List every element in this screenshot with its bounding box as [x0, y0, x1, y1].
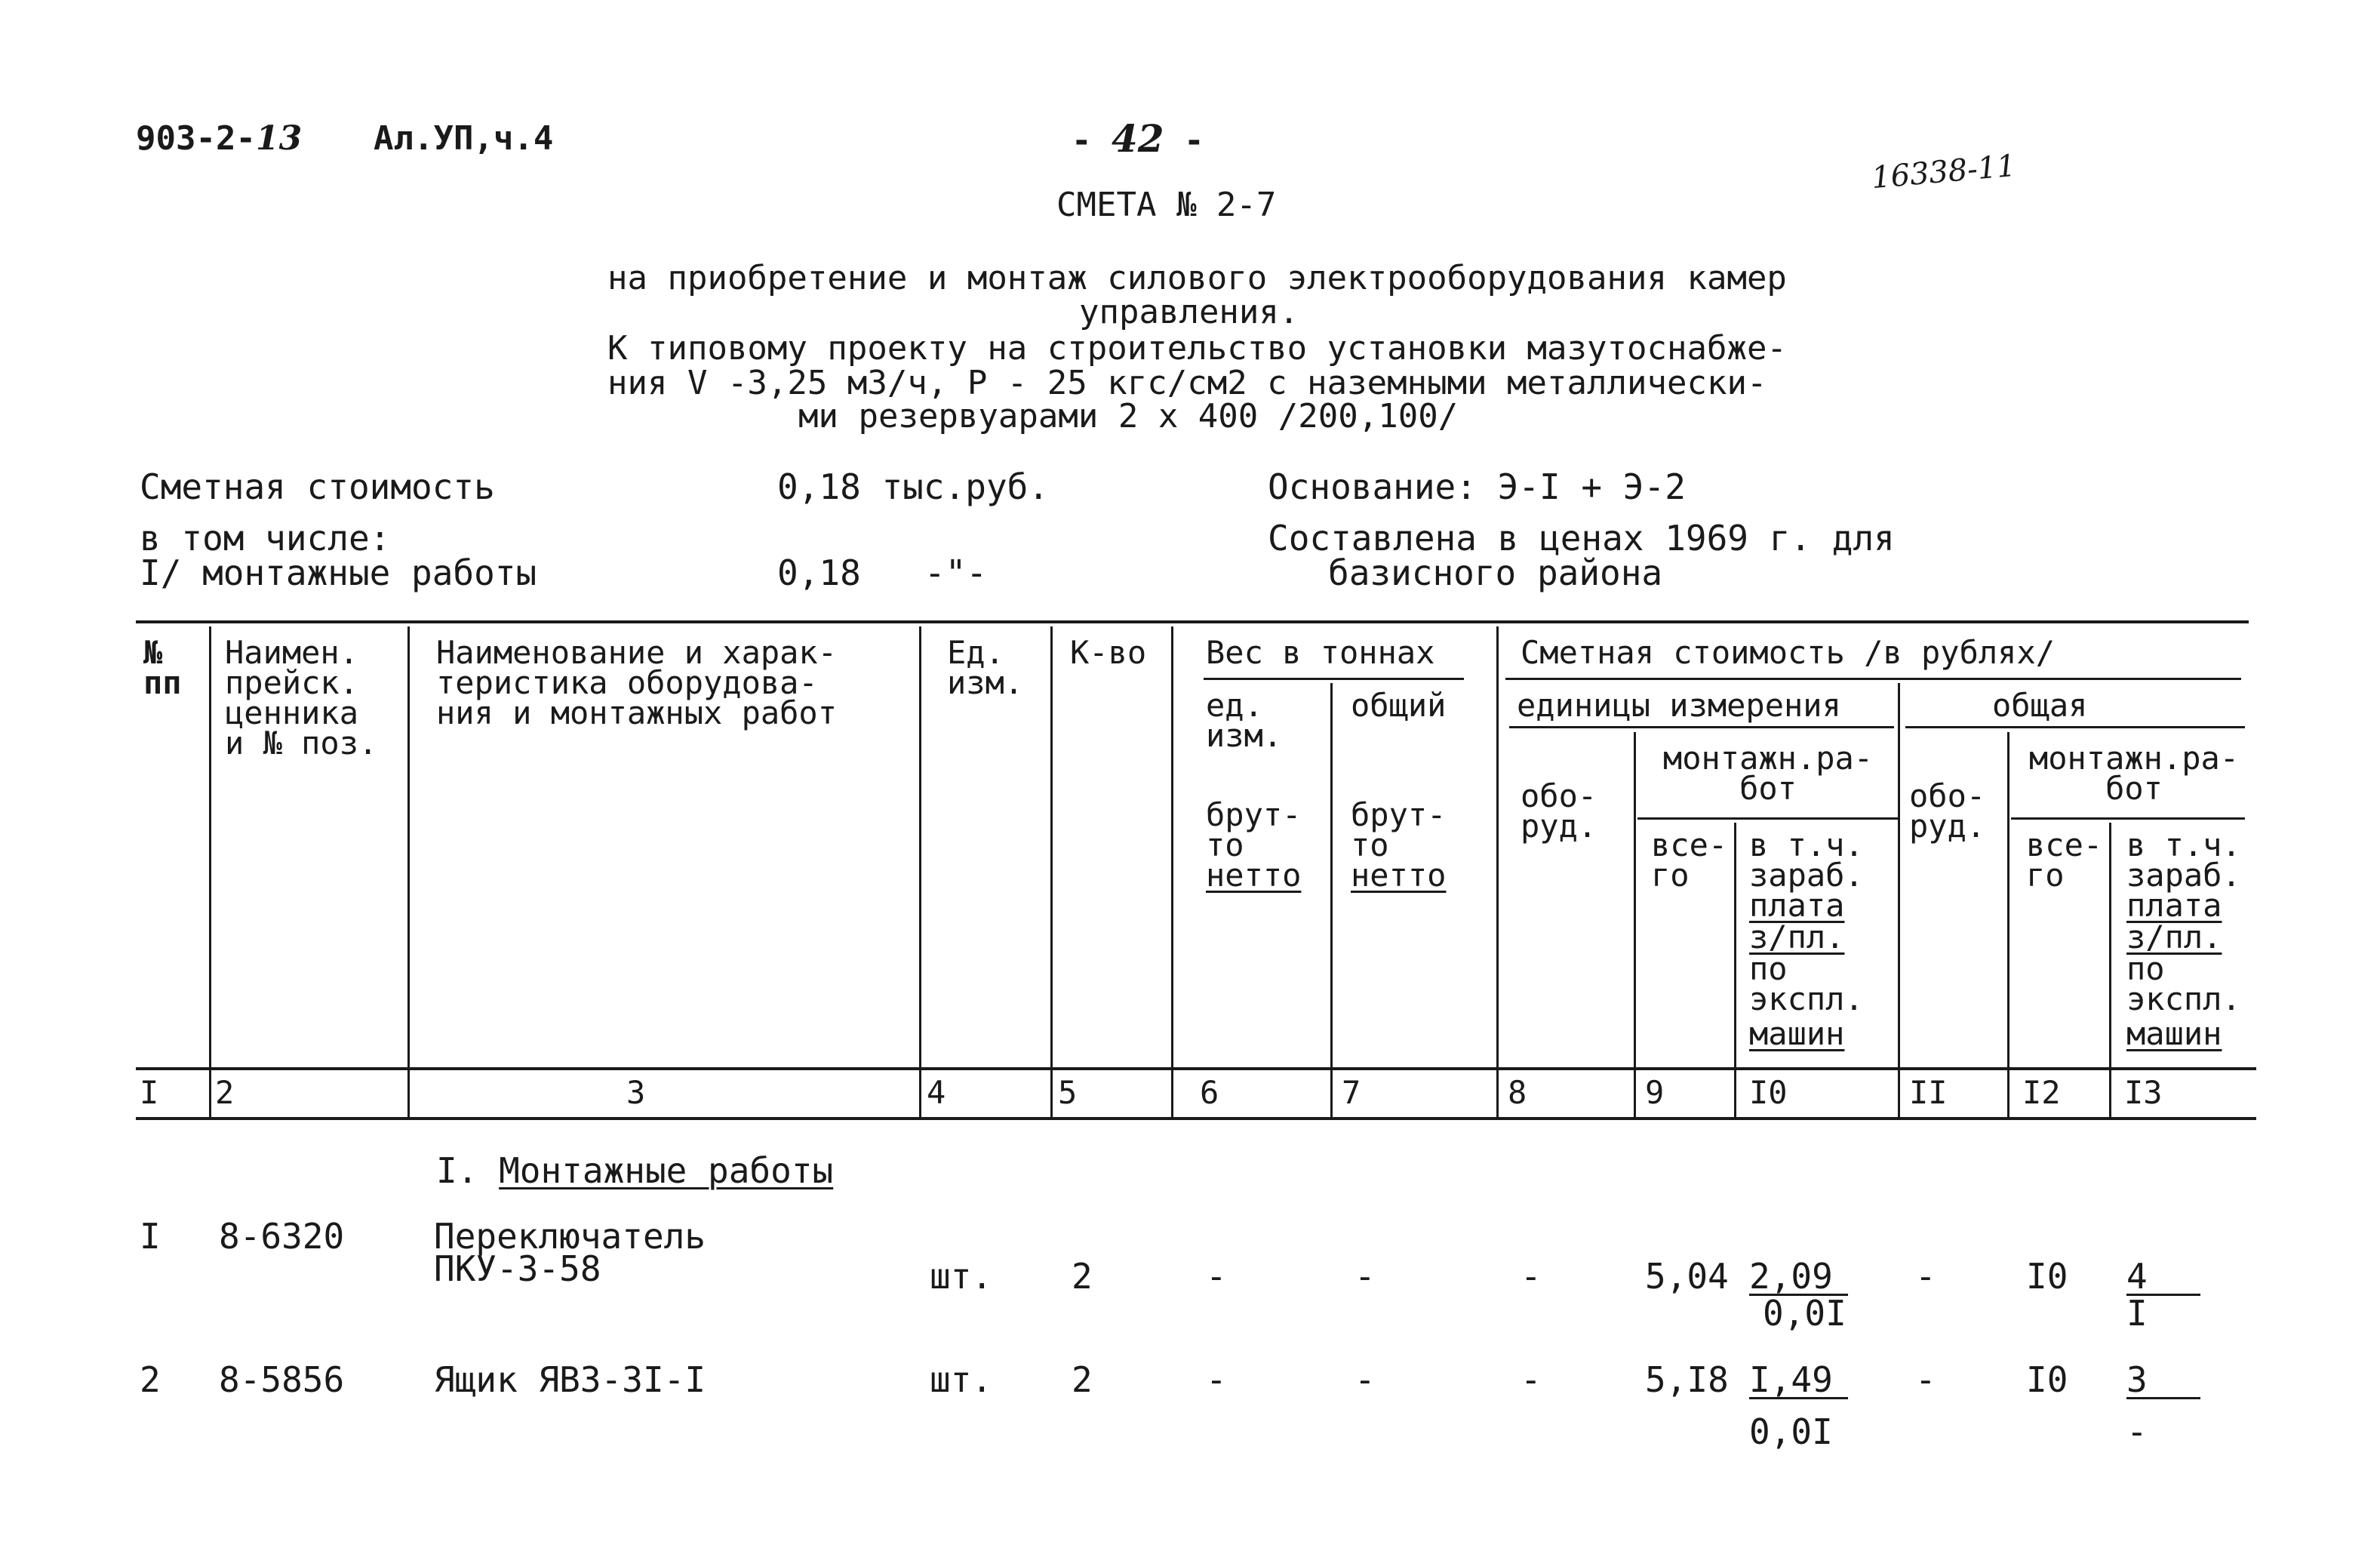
col-number-11: II [1909, 1074, 1948, 1111]
header-pricelist: Наимен. прейск. ценника и № поз. [225, 634, 378, 762]
basis: Основание: Э-I + Э-2 [1268, 466, 1686, 507]
header-wage-unit: плата [1749, 887, 1845, 924]
header-brutto-2: брут- то [1351, 796, 1447, 863]
row-number: 2 [140, 1359, 161, 1400]
row-wage-numerator: I,49 [1749, 1362, 1848, 1399]
row-wage-total-numerator: 4 [2126, 1259, 2200, 1296]
section-title: Монтажные работы [499, 1150, 834, 1191]
row-equipment-unit: - [1521, 1359, 1542, 1400]
cost-unit-underline [1509, 726, 1894, 728]
row-wage-fraction [1749, 1256, 1848, 1334]
row-wage-numerator: 2,09 [1749, 1259, 1848, 1296]
section-number: I. [436, 1150, 478, 1191]
title-line-2: управления. [1079, 293, 1299, 331]
col-divider-3 [919, 626, 921, 1117]
estimated-cost-label: Сметная стоимость [140, 466, 495, 507]
header-weight: Вес в тоннах [1206, 634, 1435, 671]
header-unit: Ед. изм. [947, 634, 1024, 701]
col-divider-4 [1050, 626, 1053, 1117]
header-wage4-total: машин [2126, 1015, 2222, 1052]
header-weight-total: общий [1351, 687, 1447, 724]
page-number-handwritten: 42 [1112, 116, 1164, 161]
mount-total-underline [2011, 817, 2245, 820]
header-wage2-total: з/пл. [2126, 919, 2222, 956]
header-incl-unit: в т.ч. зараб. [1749, 826, 1864, 894]
section-heading [436, 1150, 834, 1191]
header-equipment-total: обо- руд. [1909, 777, 1986, 845]
code-handwritten: 13 [255, 119, 303, 158]
album-reference: Ал.УП,ч.4 [374, 119, 554, 158]
header-wage3-total: по экспл. [2126, 950, 2241, 1017]
row-pricelist: 8-5856 [219, 1359, 345, 1400]
row-equipment-unit: - [1521, 1256, 1542, 1297]
header-wage4-unit: машин [1749, 1015, 1845, 1052]
header-name: Наименование и харак- теристика оборудова- ния и монтажных работ [436, 634, 838, 731]
weight-underline [1204, 678, 1464, 680]
prices-line-2: базисного района [1328, 552, 1663, 593]
header-wage-total: плата [2126, 887, 2222, 924]
header-netto-2: нетто [1351, 857, 1447, 894]
title-line-3: К типовому проекту на строительство установки мазутоснабже- [607, 329, 1787, 368]
row-mounting-all: 5,I8 [1645, 1359, 1729, 1400]
code-prefix: 903-2- [136, 119, 256, 158]
header-mounting-total: монтажн.ра- бот [2028, 740, 2240, 807]
header-cost-unit: единицы измерения [1517, 687, 1841, 724]
estimated-cost-value: 0,18 тыс.руб. [777, 466, 1050, 507]
cost-total-underline [1905, 726, 2245, 728]
table-top-border [136, 620, 2249, 623]
title-line-4: ния V -3,25 м3/ч, Р - 25 кгс/см2 с наземными металлически- [607, 364, 1767, 402]
col-number-8: 8 [1508, 1074, 1527, 1111]
row-wage-total-numerator: 3 [2126, 1362, 2200, 1399]
row-mounting-all: 5,04 [1645, 1256, 1729, 1297]
title-line-5: ми резервуарами 2 х 400 /200,100/ [798, 397, 1459, 435]
col-divider-12 [2109, 823, 2111, 1117]
header-wage2-unit: з/пл. [1749, 919, 1845, 956]
row-wage-total-denominator: I [2126, 1293, 2148, 1334]
col-number-3: 3 [626, 1074, 646, 1111]
col-number-10: I0 [1749, 1074, 1788, 1111]
col-divider-9 [1734, 823, 1736, 1117]
row-name-line-2: ПКУ-3-58 [434, 1248, 601, 1289]
header-cost-total: общая [1992, 687, 2088, 724]
col-divider-1 [209, 626, 211, 1117]
row-mounting-total: I0 [2026, 1359, 2068, 1400]
col-number-6: 6 [1200, 1074, 1219, 1111]
row-unit: шт. [930, 1256, 993, 1297]
row-wage-denominator: 0,0I [1749, 1411, 1833, 1452]
col-number-7: 7 [1342, 1074, 1361, 1111]
row-wage-total-fraction [2126, 1256, 2200, 1334]
row-unit: шт. [930, 1359, 993, 1400]
row-weight-total: - [1355, 1359, 1376, 1400]
row-wage-fraction [1749, 1359, 1848, 1452]
col-number-1: I [140, 1074, 159, 1111]
prices-line-1: Составлена в ценах 1969 г. для [1268, 518, 1895, 559]
header-quantity: К-во [1070, 634, 1147, 671]
title-line-1: на приобретение и монтаж силового электрооборудования камер [607, 259, 1787, 297]
header-all-total: все- го [2026, 826, 2103, 894]
row-weight-unit: - [1206, 1359, 1227, 1400]
row-wage-denominator: 0,0I [1763, 1293, 1846, 1334]
header-all-unit: все- го [1651, 826, 1728, 894]
page-number [1072, 116, 1204, 161]
ditto-mark: -"- [924, 552, 988, 593]
col-divider-10 [1898, 683, 1900, 1117]
document-code [136, 121, 302, 157]
header-netto-1: нетто [1206, 857, 1302, 894]
col-divider-5 [1171, 626, 1173, 1117]
row-equipment-total: - [1915, 1256, 1936, 1297]
col-divider-2 [407, 626, 410, 1117]
page-dash-right: - [1184, 122, 1204, 160]
mounting-works-value: 0,18 [777, 552, 861, 593]
col-number-13: I3 [2124, 1074, 2163, 1111]
row-number: I [140, 1216, 161, 1257]
row-mounting-total: I0 [2026, 1256, 2068, 1297]
row-wage-total-fraction [2126, 1359, 2200, 1452]
row-weight-unit: - [1206, 1256, 1227, 1297]
header-row-number: № пп [143, 634, 182, 701]
row-quantity: 2 [1072, 1359, 1093, 1400]
col-number-4: 4 [927, 1074, 946, 1111]
col-number-2: 2 [215, 1074, 235, 1111]
col-divider-11 [2007, 732, 2009, 1117]
col-divider-6 [1330, 683, 1333, 1117]
row-quantity: 2 [1072, 1256, 1093, 1297]
inventory-number: 16338-11 [1870, 148, 2018, 196]
header-incl-total: в т.ч. зараб. [2126, 826, 2241, 894]
header-cost: Сметная стоимость /в рублях/ [1521, 634, 2056, 671]
row-weight-total: - [1355, 1256, 1376, 1297]
row-pricelist: 8-6320 [219, 1216, 345, 1257]
col-divider-7 [1496, 626, 1499, 1117]
col-number-5: 5 [1058, 1074, 1078, 1111]
row-equipment-total: - [1915, 1359, 1936, 1400]
col-divider-8 [1634, 732, 1636, 1117]
header-equipment-unit: обо- руд. [1521, 777, 1597, 845]
col-number-9: 9 [1645, 1074, 1665, 1111]
cost-underline [1505, 678, 2241, 680]
including-label: в том числе: [140, 518, 391, 559]
mount-unit-underline [1637, 817, 1898, 820]
table-header-bottom-border [136, 1067, 2256, 1070]
page-dash-left: - [1072, 122, 1092, 160]
row-wage-total-denominator: - [2126, 1411, 2148, 1452]
header-brutto-1: брут- то [1206, 796, 1302, 863]
header-mounting-unit: монтажн.ра- бот [1662, 740, 1874, 807]
col-number-12: I2 [2022, 1074, 2061, 1111]
column-numbers-bottom-border [136, 1117, 2256, 1120]
row-name-line-1: Ящик ЯВЗ-3I-I [434, 1359, 706, 1400]
mounting-works-label: I/ монтажные работы [140, 552, 537, 593]
header-wage3-unit: по экспл. [1749, 950, 1864, 1017]
header-weight-unit: ед. изм. [1206, 687, 1283, 754]
row-name-line-1: Переключатель [434, 1216, 706, 1257]
estimate-heading: СМЕТА № 2-7 [1056, 186, 1277, 224]
